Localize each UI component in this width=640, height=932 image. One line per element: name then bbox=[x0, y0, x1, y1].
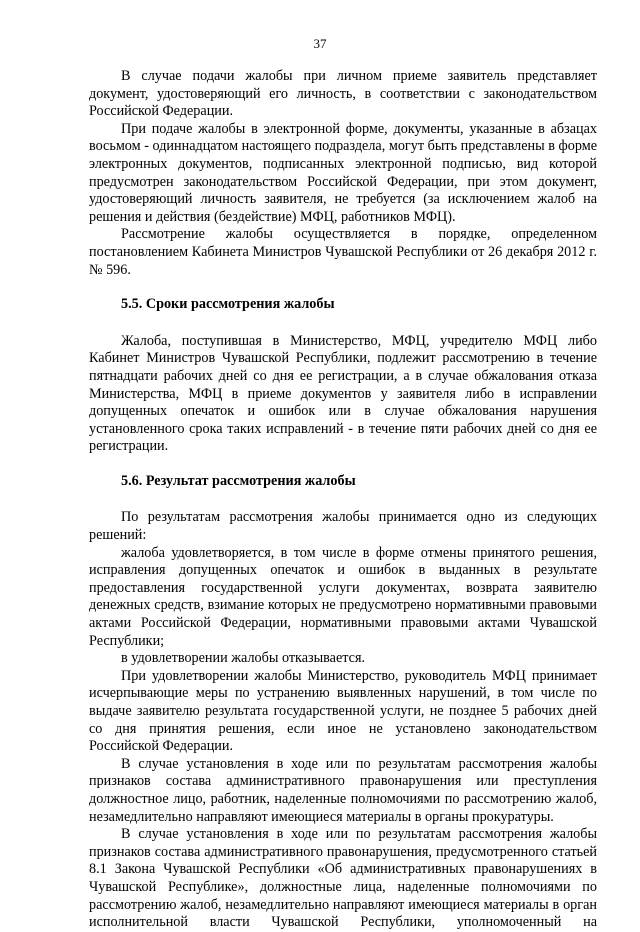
section-heading-5-6: 5.6. Результат рассмотрения жалобы bbox=[121, 472, 356, 489]
paragraph-administrative-referral: В случае установления в ходе или по результатам рассмотрения жалобы признаков состава административного правонарушения, предусмотренного статьей 8.1 Закона Чувашской Республики «Об административных правонарушениях в Чувашской Республике», должностные лица, наделенные полномочиями по рассмотрению жалоб, незамедлительно направляют имеющиеся материалы в орган исполнительной власти Чувашской Республики, уполномоченный на bbox=[89, 826, 597, 931]
paragraph-electronic-submission: При подаче жалобы в электронной форме, документы, указанные в абзацах восьмом - одиннадцатом настоящего подраздела, могут быть представлены в форме электронных документов, подписанных электронной подписью, вид которой предусмотрен законодательством Российской Федерации, при этом документ, удостоверяющий личность заявителя, не требуется (за исключением жалоб на решения и действия (бездействие) МФЦ, работников МФЦ). bbox=[89, 120, 597, 225]
section-heading-5-5: 5.5. Сроки рассмотрения жалобы bbox=[121, 296, 335, 313]
paragraph-review-procedure: Рассмотрение жалобы осуществляется в порядке, определенном постановлением Кабинета Министров Чувашской Республики от 26 декабря 2012 г. № 596. bbox=[89, 226, 597, 278]
paragraph-review-deadlines: Жалоба, поступившая в Министерство, МФЦ, учредителю МФЦ либо Кабинет Министров Чувашской Республики, подлежит рассмотрению в течение пятнадцати рабочих дней со дня ее регистрации, а в случае обжалования отказа Министерства, МФЦ в приеме документов у заявителя либо в исправлении допущенных опечаток и ошибок или в случае обжалования нарушения установленного срока таких исправлений - в течение пяти рабочих дней со дня ее регистрации. bbox=[89, 332, 597, 455]
paragraph-prosecutor-referral: В случае установления в ходе или по результатам рассмотрения жалобы признаков состава административного правонарушения или преступления должностное лицо, работник, наделенные полномочиями по рассмотрению жалоб, незамедлительно направляют имеющиеся материалы в органы прокуратуры. bbox=[89, 755, 597, 825]
page-number: 37 bbox=[313, 36, 327, 51]
paragraph-complaint-satisfied: жалоба удовлетворяется, в том числе в форме отмены принятого решения, исправления допущенных опечаток и ошибок в выданных в результате предоставления государственной услуги документах, возврата заявителю денежных средств, взимание которых не предусмотрено нормативными правовыми актами Российской Федерации, нормативными правовыми актами Чувашской Республики; bbox=[89, 544, 597, 649]
document-body bbox=[89, 68, 597, 932]
paragraph-complaint-rejected: в удовлетворении жалобы отказывается. bbox=[121, 650, 366, 667]
paragraph-decision-options: По результатам рассмотрения жалобы принимается одно из следующих решений: bbox=[89, 509, 597, 544]
paragraph-remedy-measures: При удовлетворении жалобы Министерство, руководитель МФЦ принимает исчерпывающие меры по устранению выявленных нарушений, в том числе по выдаче заявителю результата государственной услуги, не позднее 5 рабочих дней со дня принятия решения, если иное не установлено законодательством Российской Федерации. bbox=[89, 667, 597, 755]
paragraph-personal-submission: В случае подачи жалобы при личном приеме заявитель представляет документ, удостоверяющий его личность, в соответствии с законодательством Российской Федерации. bbox=[89, 68, 597, 120]
